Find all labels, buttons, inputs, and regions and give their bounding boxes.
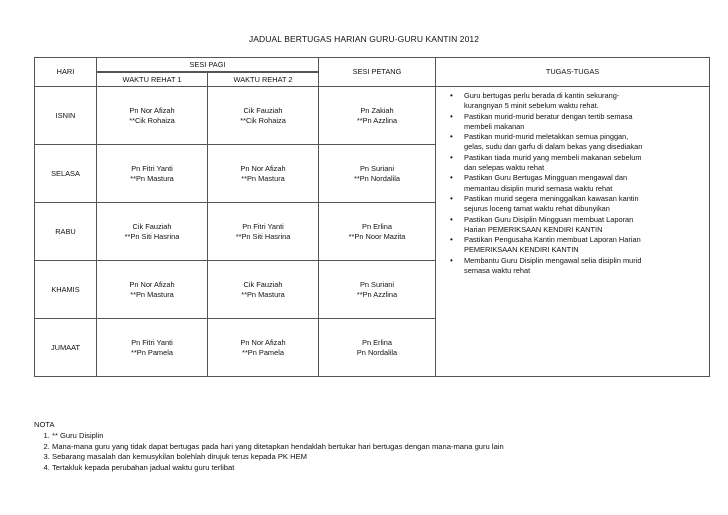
header-tugas: TUGAS-TUGAS: [436, 58, 710, 87]
day-cell: RABU: [35, 203, 97, 261]
day-cell: SELASA: [35, 145, 97, 203]
petang-cell: Pn Erlina Pn Nordalila: [319, 319, 436, 377]
rehat2-cell: Pn Nor Afizah **Pn Mastura: [208, 145, 319, 203]
day-cell: JUMAAT: [35, 319, 97, 377]
rehat1-cell: Pn Nor Afizah **Cik Rohaiza: [97, 87, 208, 145]
rehat2-cell: Cik Fauziah **Pn Mastura: [208, 261, 319, 319]
notes-section: [34, 420, 504, 474]
header-sesi-pagi: SESI PAGI: [97, 58, 319, 72]
header-sesi-petang: SESI PETANG: [319, 58, 436, 87]
day-cell: KHAMIS: [35, 261, 97, 319]
petang-cell: Pn Suriani **Pn Nordalila: [319, 145, 436, 203]
header-hari: HARI: [35, 58, 97, 87]
list-item: • Membantu Guru Disiplin mengawal selia disiplin murid semasa waktu rehat: [454, 256, 705, 277]
petang-cell: Pn Zakiah **Pn Azzlina: [319, 87, 436, 145]
rehat1-cell: Pn Nor Afizah **Pn Mastura: [97, 261, 208, 319]
rehat1-cell: Pn Fitri Yanti **Pn Pamela: [97, 319, 208, 377]
rehat2-cell: Cik Fauziah **Cik Rohaiza: [208, 87, 319, 145]
list-item: • Pastikan Guru Bertugas Mingguan mengawal dan memantau disiplin murid semasa waktu rehat: [454, 173, 705, 194]
notes-list: [34, 431, 504, 474]
list-item: • Guru bertugas perlu berada di kantin sekurang- kurangnyan 5 minit sebelum waktu rehat.: [454, 91, 705, 112]
day-cell: ISNIN: [35, 87, 97, 145]
rehat1-cell: Pn Fitri Yanti **Pn Mastura: [97, 145, 208, 203]
petang-cell: Pn Suriani **Pn Azzlina: [319, 261, 436, 319]
table-row: [35, 87, 710, 145]
petang-cell: Pn Erlina **Pn Noor Mazita: [319, 203, 436, 261]
notes-label: NOTA: [34, 420, 55, 429]
list-item: • Pastikan Guru Disiplin Mingguan membuat Laporan Harian PEMERIKSAAN KENDIRI KANTIN: [454, 215, 705, 236]
page-title: JADUAL BERTUGAS HARIAN GURU-GURU KANTIN 2012: [248, 34, 480, 44]
duty-schedule-table: [34, 57, 710, 377]
rehat2-cell: Pn Fitri Yanti **Pn Siti Hasrina: [208, 203, 319, 261]
rehat1-cell: Cik Fauziah **Pn Siti Hasrina: [97, 203, 208, 261]
list-item: • Pastikan Pengusaha Kantin membuat Laporan Harian PEMERIKSAAN KENDIRI KANTIN: [454, 235, 705, 256]
header-waktu-rehat-1: WAKTU REHAT 1: [97, 73, 208, 87]
note-item: 2. Mana-mana guru yang tidak dapat bertugas pada hari yang ditetapkan hendaklah bertukar hari bertugas dengan mana-mana guru lain: [52, 442, 504, 453]
tugas-list: [442, 91, 705, 276]
list-item: • Pastikan tiada murid yang membeli makanan sebelum dan selepas waktu rehat: [454, 153, 705, 174]
note-item: 1. ** Guru Disiplin: [52, 431, 504, 442]
header-waktu-rehat-2: WAKTU REHAT 2: [208, 73, 319, 87]
note-item: 3. Sebarang masalah dan kemusykilan bolehlah dirujuk terus kepada PK HEM: [52, 452, 504, 463]
list-item: • Pastikan murid segera meninggalkan kawasan kantin sejurus loceng tamat waktu rehat dibunyikan: [454, 194, 705, 215]
note-item: 4. Tertakluk kepada perubahan jadual waktu guru terlibat: [52, 463, 504, 474]
list-item: • Pastikan murid-murid meletakkan semua pinggan, gelas, sudu dan garfu di dalam bekas yang disediakan: [454, 132, 705, 153]
list-item: • Pastikan murid-murid beratur dengan tertib semasa membeli makanan: [454, 112, 705, 133]
rehat2-cell: Pn Nor Afizah **Pn Pamela: [208, 319, 319, 377]
tugas-list-cell: [436, 87, 710, 377]
